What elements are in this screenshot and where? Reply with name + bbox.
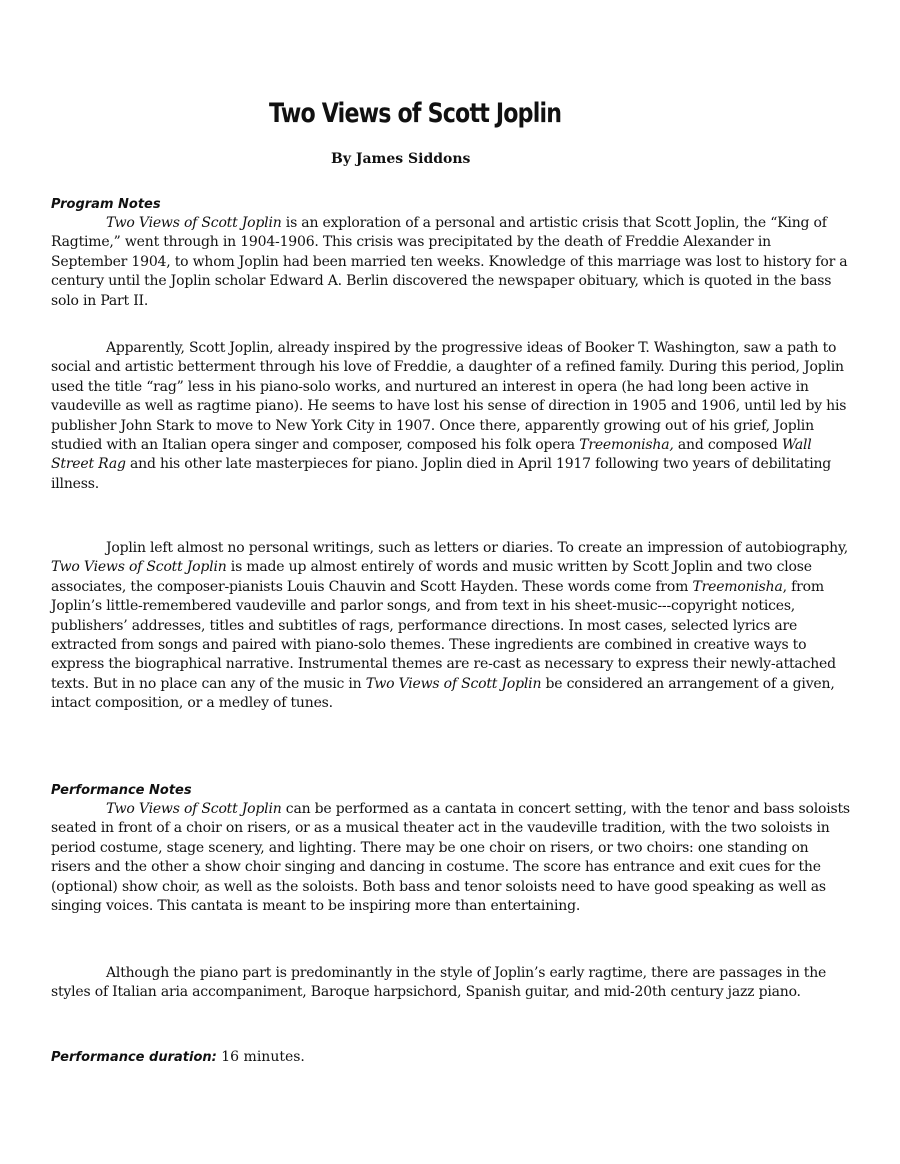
paragraph-text: and his other late masterpieces for piano. Joplin died in April 1917 following two years of debilitating illness.: [51, 456, 832, 492]
paragraph-text: , from Joplin’s little-remembered vaudeville and parlor songs, and from text in his sheet-music---copyright notices, publishers’ addresses, titles and subtitles of rags, performance directions. In most cases, selected lyrics are extracted from songs and paired with piano-solo themes. These ingredients are combined in creative ways to express the biographical narrative. Instrumental themes are re-cast as necessary to express their newly-attached texts. But in no place can any of the music in: [51, 578, 836, 692]
program-notes-heading: Program Notes: [51, 197, 161, 212]
program-notes-paragraph-1: [51, 214, 851, 311]
paragraph-text: Although the piano part is predominantly in the style of Joplin’s early ragtime, there are passages in the styles of Italian aria accompaniment, Baroque harpsichord, Spanish guitar, and mid-20th century jazz piano.: [51, 965, 827, 1001]
paragraph-text: Apparently, Scott Joplin, already inspired by the progressive ideas of Booker T. Washington, saw a path to social and artistic betterment through his love of Freddie, a daughter of a refined family. During this period, Joplin used the title “rag” less in his piano-solo works, and nurtured an interest in opera (he had long been active in vaudeville as well as ragtime piano). He seems to have lost his sense of direction in 1905 and 1906, until led by his publisher John Stark to move to New York City in 1907. Once there, apparently growing out of his grief, Joplin studied with an Italian opera singer and composer, composed his folk opera: [51, 340, 847, 454]
paragraph-text: is an exploration of a personal and artistic crisis that Scott Joplin, the “King of Ragtime,” went through in 1904-1906. This crisis was precipitated by the death of Freddie Alexander in September 1904, to whom Joplin had been married ten weeks. Knowledge of this marriage was lost to history for a century until the Joplin scholar Edward A. Berlin discovered the newspaper obituary, which is quoted in the bass solo in Part II.: [51, 215, 848, 309]
performance-notes-paragraph-2-block: [51, 964, 851, 1003]
program-notes-section: [51, 195, 851, 311]
paragraph-text: and composed: [673, 437, 782, 454]
work-title: Treemonisha,: [579, 437, 674, 454]
duration-label: Performance duration:: [51, 1050, 217, 1065]
document-title: Two Views of Scott Joplin: [269, 98, 562, 129]
work-title: Two Views of Scott Joplin: [51, 559, 227, 576]
paragraph-text: is made up almost entirely of words and music written by Scott Joplin and two close associates, the composer-pianists Louis Chauvin and Scott Hayden. These words come from: [51, 559, 812, 595]
paragraph-text: Joplin left almost no personal writings, such as letters or diaries. To create an impression of autobiography,: [106, 540, 849, 556]
performance-notes-paragraph-2: [51, 964, 851, 1003]
program-notes-paragraph-2: [51, 339, 851, 494]
program-notes-paragraph-3: [51, 539, 851, 714]
performance-notes-section: [51, 781, 851, 916]
performance-notes-paragraph-1: [51, 800, 851, 916]
paragraph-text: can be performed as a cantata in concert setting, with the tenor and bass soloists seated in front of a choir on risers, or as a musical theater act in the vaudeville tradition, with the two soloists in period costume, stage scenery, and lighting. There may be one choir on risers, or two choirs: one standing on risers and the other a show choir singing and dancing in costume. The score has entrance and exit cues for the (optional) show choir, as well as the soloists. Both bass and tenor soloists need to have good speaking as well as singing voices. This cantata is meant to be inspiring more than entertaining.: [51, 801, 850, 915]
work-title: Two Views of Scott Joplin: [106, 801, 282, 817]
program-notes-paragraph-3-block: [51, 539, 851, 714]
duration-line: [51, 1049, 851, 1065]
program-notes-paragraph-2-block: [51, 339, 851, 494]
duration-value: 16 minutes.: [216, 1049, 305, 1065]
performance-notes-heading: Performance Notes: [51, 783, 192, 798]
work-title: Two Views of Scott Joplin: [106, 215, 282, 231]
author-byline: By James Siddons: [331, 151, 471, 167]
work-title: Two Views of Scott Joplin: [365, 675, 542, 692]
work-title: Treemonisha: [692, 578, 783, 595]
paragraph-text: be considered an arrangement of a given, intact composition, or a medley of tunes.: [51, 675, 835, 712]
duration-text: [51, 1049, 851, 1065]
work-title: Wall Street Rag: [51, 437, 812, 473]
